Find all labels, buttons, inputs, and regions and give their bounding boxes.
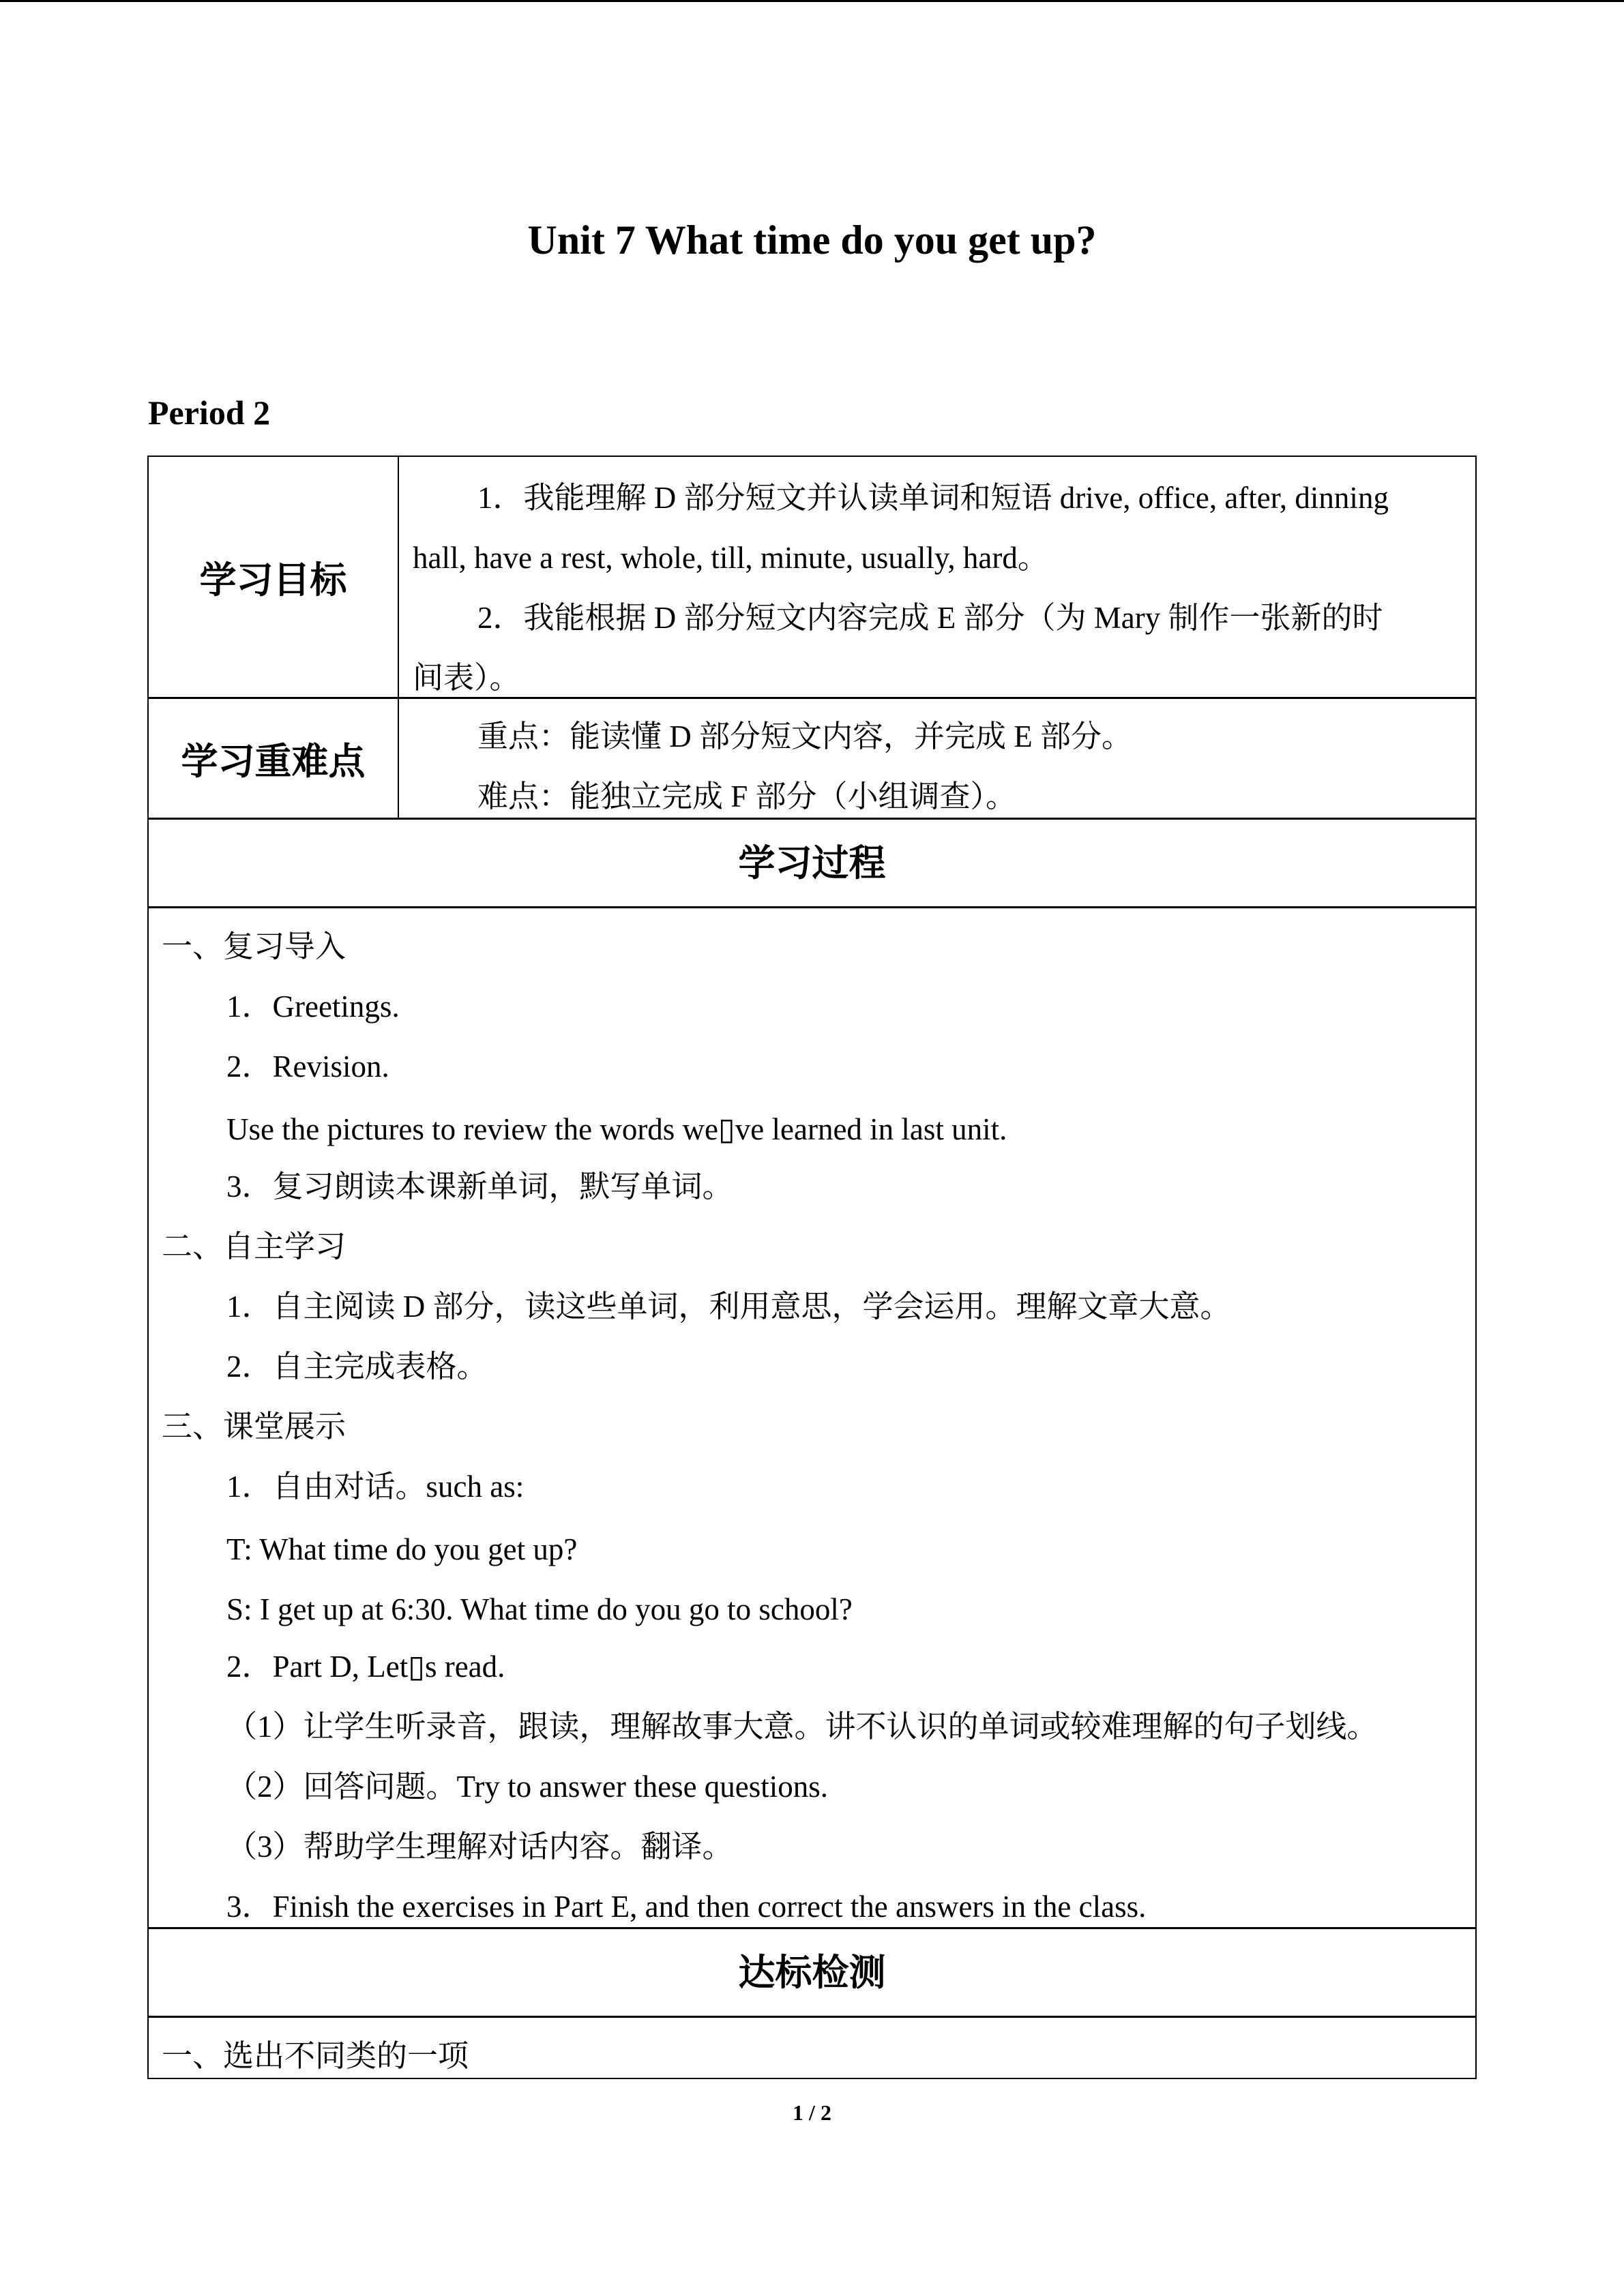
process-line: 2．Part D, Let▯s read. <box>226 1650 505 1684</box>
period-label: Period 2 <box>148 393 271 432</box>
objectives-line-1: 1．我能理解 D 部分短文并认读单词和短语 drive, office, after, dinning <box>477 481 1389 515</box>
keypoints-label: 学习重难点 <box>181 739 366 783</box>
keypoints-line-2: 难点：能独立完成 F 部分（小组调查）。 <box>477 779 1017 814</box>
process-line: 2．自主完成表格。 <box>226 1350 488 1384</box>
process-line: 3．Finish the exercises in Part E, and then correct the answers in the class. <box>226 1890 1147 1924</box>
test-line-1: 一、选出不同类的一项 <box>162 2039 469 2073</box>
objectives-line-4: 间表）。 <box>413 661 520 695</box>
process-line: （2）回答问题。Try to answer these questions. <box>226 1770 829 1804</box>
process-line: T: What time do you get up? <box>226 1532 578 1566</box>
process-line: S: I get up at 6:30. What time do you go to school? <box>226 1592 853 1626</box>
process-line: Use the pictures to review the words we▯ve learned in last unit. <box>226 1112 1007 1146</box>
objectives-line-2: hall, have a rest, whole, till, minute, usually, hard。 <box>413 541 1048 575</box>
process-line: 3．复习朗读本课新单词，默写单词。 <box>226 1169 733 1204</box>
process-line: 一、复习导入 <box>162 929 346 964</box>
process-line: 1．自主阅读 D 部分，读这些单词，利用意思，学会运用。理解文章大意。 <box>226 1289 1231 1324</box>
page-title: Unit 7 What time do you get up? <box>527 218 1097 263</box>
process-line: 1．自由对话。such as: <box>226 1470 525 1504</box>
process-line: 1．Greetings. <box>226 989 400 1024</box>
test-heading: 达标检测 <box>738 1951 886 1994</box>
process-line: 二、自主学习 <box>162 1229 346 1264</box>
keypoints-line-1: 重点：能读懂 D 部分短文内容，并完成 E 部分。 <box>477 719 1132 754</box>
top-rule <box>0 0 1624 2</box>
page-number: 1 / 2 <box>793 2100 831 2125</box>
objectives-label: 学习目标 <box>199 558 347 601</box>
process-line: （3）帮助学生理解对话内容。翻译。 <box>226 1830 733 1864</box>
process-line: 2．Revision. <box>226 1049 389 1084</box>
objectives-line-3: 2．我能根据 D 部分短文内容完成 E 部分（为 Mary 制作一张新的时 <box>477 601 1383 635</box>
process-heading: 学习过程 <box>738 841 886 884</box>
process-line: （1）让学生听录音，跟读，理解故事大意。讲不认识的单词或较难理解的句子划线。 <box>226 1710 1378 1744</box>
process-line: 三、课堂展示 <box>162 1410 346 1444</box>
